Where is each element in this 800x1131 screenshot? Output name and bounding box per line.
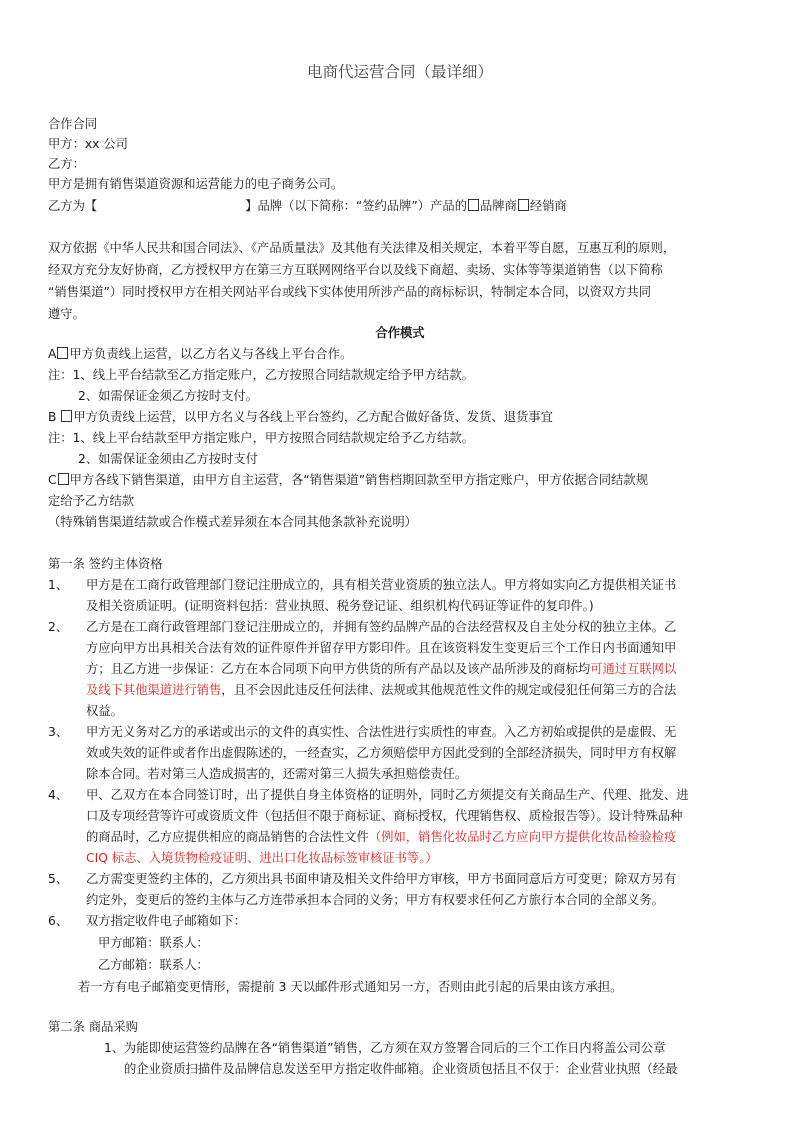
art1-item6-line4: 若一方有电子邮箱变更情形，需提前 3 天以邮件形式通知另一方，否则由此引起的后果由该方承担。 <box>78 980 623 994</box>
art1-item4-line1: 甲、乙双方在本合同签订时，出了提供自身主体资格的证明外，同时乙方须提交有关商品生产、代理、批发、进 <box>86 788 689 802</box>
art1-item3-line1: 甲方无义务对乙方的承诺或出示的文件的真实性、合法性进行实质性的审查。入乙方初始或提供的是虚假、无 <box>86 725 677 739</box>
art1-item4-line2: 口及专项经营等许可或资质文件（包括但不限于商标证、商标授权，代理销售权、质检报告等）。设计特殊品种 <box>86 809 683 823</box>
art1-item6-party-b-email: 乙方邮箱：联系人： <box>98 958 209 972</box>
article-1-heading: 第一条 签约主体资格 <box>48 557 163 571</box>
mode-a-text: 甲方负责线上运营，以乙方名义与各线上平台合作。 <box>69 347 353 361</box>
art1-item4-line3 <box>86 829 676 845</box>
art1-item5-number: 5、 <box>48 872 69 886</box>
brand-suffix: 】品牌（以下简称：“签约品牌”）产品的 <box>245 199 467 213</box>
art1-item1-line1: 甲方是在工商行政管理部门登记注册成立的，具有相关营业资质的独立法人。甲方将如实向乙方提供相关证书 <box>86 578 677 592</box>
mode-c-letter: C <box>48 473 57 487</box>
art1-item3-line2: 效或失效的证件或者作出虚假陈述的，一经查实，乙方须赔偿甲方因此受到的全部经济损失，同时甲方有权解 <box>86 746 677 760</box>
art1-item3-number: 3、 <box>48 725 69 739</box>
header-contract-name: 合作合同 <box>48 117 98 131</box>
header-party-b-brand <box>48 198 567 214</box>
header-party-a: 甲方：xx 公司 <box>48 137 128 151</box>
article-2-heading: 第二条 商品采购 <box>48 1020 138 1034</box>
art1-item4-line3-text: 的商品时，乙方应提供相应的商品销售的合法性文件 <box>86 830 369 844</box>
document-title: 电商代运营合同（最详细） <box>306 63 493 81</box>
art2-item1-line2: 的企业资质扫描件及品牌信息发送至甲方指定收件邮箱。企业资质包括且不仅于：企业营业执照（经最 <box>124 1062 678 1076</box>
brand-owner-label: 品牌商 <box>480 199 517 213</box>
art1-item2-line4 <box>86 682 676 698</box>
art1-item2-line5: 权益。 <box>86 704 123 718</box>
art1-item5-line1: 乙方需变更签约主体的，乙方须出具书面申请及相关文件给甲方审核，甲方书面同意后方可变更；除双方另有 <box>86 872 677 886</box>
mode-a-note-2: 2、如需保证金须乙方按时支付。 <box>78 389 258 403</box>
header-party-b: 乙方： <box>48 157 85 171</box>
art1-item1-line2: 及相关资质证明。(证明资料包括：营业执照、税务登记证、组织机构代码证等证件的复印件。) <box>86 599 594 613</box>
intro-line-1: 双方依据《中华人民共和国合同法》、《产品质量法》及其他有关法律及相关规定，本着平等自愿，互惠互利的原则， <box>48 241 676 255</box>
mode-c-line <box>48 472 648 488</box>
art1-item1-number: 1、 <box>48 578 69 592</box>
mode-c-text: 甲方各线下销售渠道，由甲方自主运营，各“销售渠道”销售档期回款至甲方指定账户，甲方依据合同结款规 <box>69 473 648 487</box>
intro-line-4: 遵守。 <box>48 307 85 321</box>
mode-a-line <box>48 346 352 362</box>
art1-item2-line4-text: ，且不会因此违反任何法律、法规或其他规范性文件的规定或侵犯任何第三方的合法 <box>221 683 677 697</box>
art1-item2-highlight-1: 可通过互联网以 <box>590 662 677 676</box>
art1-item6-line1: 双方指定收件电子邮箱如下： <box>86 914 246 928</box>
brand-prefix: 乙方为【 <box>48 199 98 213</box>
art1-item2-line2: 方应向甲方出具相关合法有效的证件原件并留存甲方影印件。且在该资料发生变更后三个工作日内书面通知甲 <box>86 641 677 655</box>
art1-item6-party-a-email: 甲方邮箱：联系人： <box>98 936 209 950</box>
mode-b-note-2: 2、如需保证金须由乙方按时支付 <box>78 452 258 466</box>
art1-item3-line3: 除本合同。若对第三人造成损害的，还需对第三人损失承担赔偿责任。 <box>86 767 468 781</box>
distributor-checkbox[interactable] <box>518 199 529 211</box>
art1-item2-number: 2、 <box>48 620 69 634</box>
art2-item1-line1: 为能即使运营签约品牌在各“销售渠道”销售，乙方须在双方签署合同后的三个工作日内将盖公司公章 <box>124 1041 666 1055</box>
mode-b-letter: B <box>48 410 57 424</box>
art1-item4-highlight-2: CIQ 标志、入境货物检疫证明、进出口化妆品标签审核证书等。） <box>86 851 438 865</box>
mode-b-text: 甲方负责线上运营，以甲方名义与各线上平台签约，乙方配合做好备货、发货、退货事宜 <box>73 410 553 424</box>
art1-item2-line3 <box>86 661 676 677</box>
mode-note: （特殊销售渠道结款或合作模式差异须在本合同其他条款补充说明） <box>48 515 417 529</box>
mode-a-letter: A <box>48 347 57 361</box>
art1-item5-line2: 约定外，变更后的签约主体与乙方连带承担本合同的义务；甲方有权要求任何乙方旅行本合同的全部义务。 <box>86 893 664 907</box>
mode-b-checkbox[interactable] <box>61 410 72 422</box>
art2-item1-number: 1、 <box>104 1041 125 1055</box>
header-party-a-desc: 甲方是拥有销售渠道资源和运营能力的电子商务公司。 <box>48 177 344 191</box>
mode-a-note-1: 注：1、线上平台结款至乙方指定账户，乙方按照合同结款规定给予甲方结款。 <box>48 368 474 382</box>
art1-item6-number: 6、 <box>48 914 69 928</box>
art1-item4-highlight-1: （例如，销售化妆品时乙方应向甲方提供化妆品检验检疫 <box>368 830 677 844</box>
intro-line-2: 经双方充分友好协商，乙方授权甲方在第三方互联网网络平台以及线下商超、卖场、实体等等渠道销售（以下简称 <box>48 263 663 277</box>
mode-b-line <box>48 409 553 425</box>
art1-item4-number: 4、 <box>48 788 69 802</box>
mode-heading: 合作模式 <box>375 326 425 340</box>
mode-a-checkbox[interactable] <box>57 347 68 359</box>
art1-item2-line3-text: 方；且乙方进一步保证：乙方在本合同项下向甲方供货的所有产品以及该产品所涉及的商标均 <box>86 662 591 676</box>
intro-line-3: “销售渠道”）同时授权甲方在相关网站平台或线下实体使用所涉产品的商标标识，特制定本合同，以资双方共同 <box>48 285 651 299</box>
brand-owner-checkbox[interactable] <box>468 199 479 211</box>
mode-c-checkbox[interactable] <box>58 473 69 485</box>
art1-item2-line1: 乙方是在工商行政管理部门登记注册成立的，并拥有签约品牌产品的合法经营权及自主处分权的独立主体。乙 <box>86 620 677 634</box>
distributor-label: 经销商 <box>529 199 567 213</box>
art1-item2-highlight-2: 及线下其他渠道进行销售 <box>86 683 222 697</box>
mode-c-line-2: 定给予乙方结款 <box>48 494 135 508</box>
mode-b-note-1: 注：1、线上平台结款至甲方指定账户，甲方按照合同结款规定给予乙方结款。 <box>48 431 474 445</box>
